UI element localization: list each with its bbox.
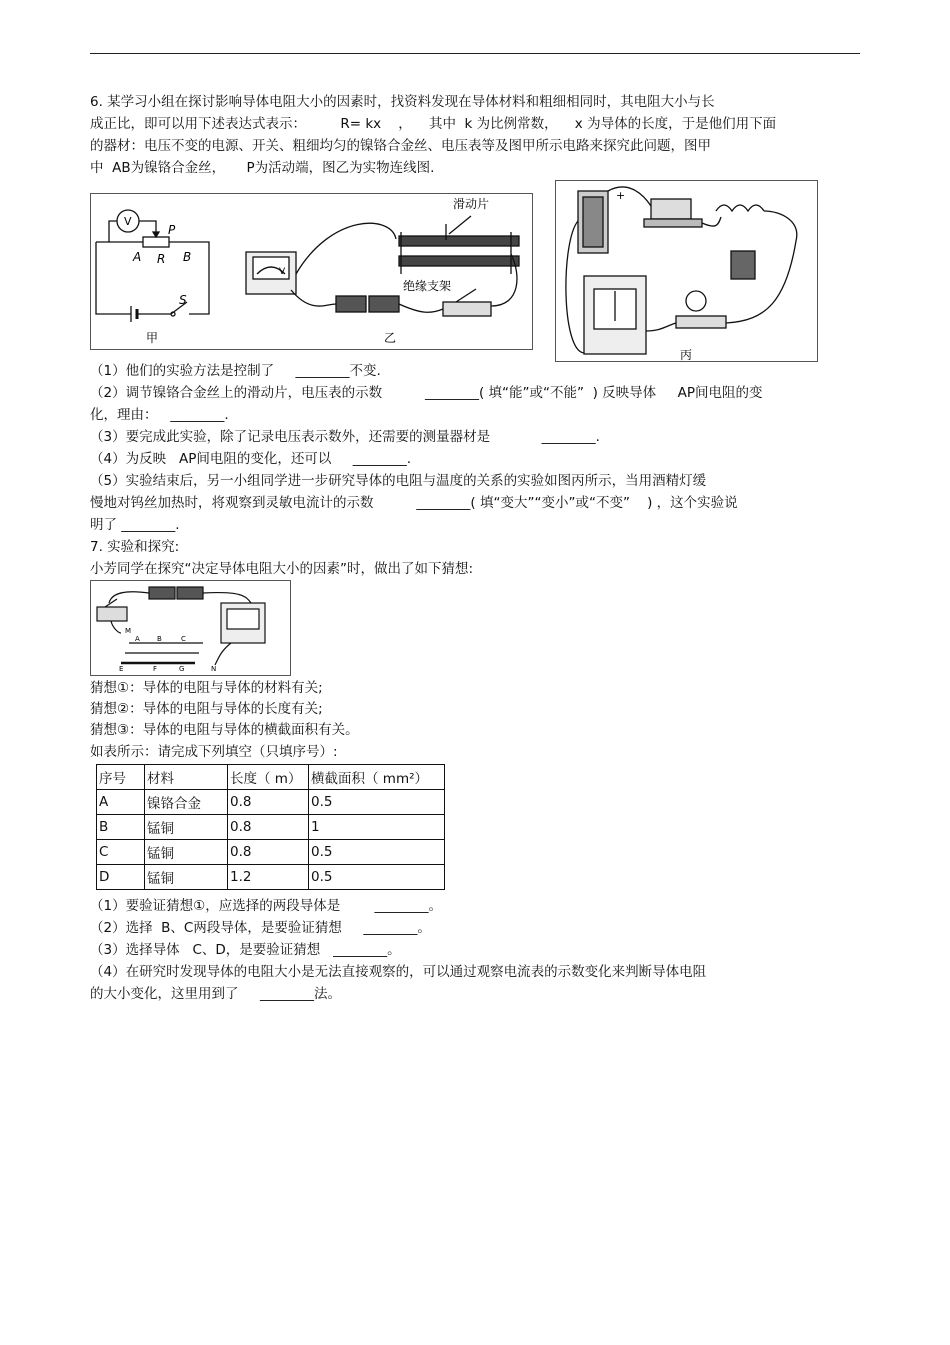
q7-guess-3: 猜想③：导体的电阻与导体的横截面积有关。 <box>90 722 359 738</box>
table-cell: 锰铜 <box>145 865 228 890</box>
table-header-row <box>97 765 445 790</box>
table-cell: 1 <box>309 815 445 840</box>
circuit-diagram-jia <box>96 210 209 322</box>
figure-bing <box>555 180 818 362</box>
q7-intro: 小芳同学在探究“决定导体电阻大小的因素”时，做出了如下猜想: <box>90 561 474 577</box>
label-yi: 乙 <box>384 331 397 345</box>
label-slider: 滑动片 <box>453 197 490 211</box>
q6-line-2: 成正比，即可以用下述表达式表示： R= kx ， 其中 k 为比例常数， x 为导体的长度，于是他们用下面 <box>90 116 777 132</box>
table-cell: 0.8 <box>228 790 309 815</box>
voltmeter-label: V <box>124 215 132 228</box>
apparatus-bing <box>566 187 797 354</box>
q7-guess-2: 猜想②：导体的电阻与导体的长度有关; <box>90 701 323 717</box>
q7-question-4-cont: 的大小变化，这里用到了 ________法。 <box>90 986 341 1002</box>
table-header: 长度（ m） <box>228 765 309 790</box>
table-row <box>97 815 445 840</box>
table-cell: 1.2 <box>228 865 309 890</box>
q6-line-4: 中 AB为镍铬合金丝， P为活动端，图乙为实物连线图. <box>90 160 435 176</box>
label-plus: + <box>616 189 626 202</box>
label-M: M <box>125 627 132 635</box>
label-N: N <box>211 665 217 673</box>
table-header: 序号 <box>97 765 145 790</box>
q6-line-3: 的器材：电压不变的电源、开关、粗细均匀的镍铬合金丝、电压表等及图甲所示电路来探究此问题，图甲 <box>90 138 711 154</box>
q6-question-5: （5）实验结束后，另一小组同学进一步研究导体的电阻与温度的关系的实验如图丙所示，当用酒精灯缓 <box>90 473 707 489</box>
table-cell: D <box>97 865 145 890</box>
table-cell: A <box>97 790 145 815</box>
figure-q7 <box>90 580 291 676</box>
table-cell: C <box>97 840 145 865</box>
q7-question-2: （2）选择 B、C两段导体，是要验证猜想 ________。 <box>90 920 431 936</box>
q7-table-intro: 如表所示：请完成下列填空（只填序号）: <box>90 744 338 760</box>
label-R: R <box>157 252 166 266</box>
header-rule <box>90 53 860 54</box>
figure-jia-yi <box>90 193 533 350</box>
table-cell: 锰铜 <box>145 815 228 840</box>
label-B: B <box>183 250 192 264</box>
table-cell: 0.8 <box>228 815 309 840</box>
q6-line-1: 6. 某学习小组在探讨影响导体电阻大小的因素时，找资料发现在导体材料和粗细相同时，其电阻大小与长 <box>90 94 715 110</box>
q6-question-5-cont: 慢地对钨丝加热时，将观察到灵敏电流计的示数 ________( 填“变大”“变小”或“不变” ) ，这个实验说 <box>90 495 738 511</box>
label-S: S <box>179 293 187 307</box>
label-A: A <box>133 250 142 264</box>
q7-question-1: （1）要验证猜想①，应选择的两段导体是 ________。 <box>90 898 443 914</box>
table-cell: 0.5 <box>309 790 445 815</box>
q6-question-1: （1）他们的实验方法是控制了 ________不变. <box>90 363 381 379</box>
q6-question-2: （2）调节镍铬合金丝上的滑动片，电压表的示数 ________( 填“能”或“不能” ) 反映导体 AP间电阻的变 <box>90 385 763 401</box>
q7-question-3: （3）选择导体 C、D，是要验证猜想 ________。 <box>90 942 401 958</box>
table-cell: B <box>97 815 145 840</box>
table-header: 横截面积（ mm²） <box>309 765 445 790</box>
label-support: 绝缘支架 <box>403 279 452 293</box>
yi-voltmeter-label: V <box>279 267 286 277</box>
label-bing: 丙 <box>680 348 693 361</box>
q6-question-2-cont: 化，理由： ________. <box>90 407 229 423</box>
table-row <box>97 790 445 815</box>
table-cell: 0.8 <box>228 840 309 865</box>
table-row <box>97 840 445 865</box>
q6-question-5-end: 明了 ________. <box>90 517 180 533</box>
table-cell: 镍铬合金 <box>145 790 228 815</box>
label-A7: A <box>135 635 140 643</box>
label-F7: F <box>153 665 158 673</box>
apparatus-yi <box>246 216 519 316</box>
conductor-table <box>96 764 445 890</box>
label-G7: G <box>179 665 185 673</box>
label-C7: C <box>181 635 186 643</box>
q7-title: 7. 实验和探究: <box>90 539 180 555</box>
label-E7: E <box>119 665 124 673</box>
q6-question-3: （3）要完成此实验，除了记录电压表示数外，还需要的测量器材是 ________. <box>90 429 600 445</box>
table-row <box>97 865 445 890</box>
table-cell: 0.5 <box>309 865 445 890</box>
label-B7: B <box>157 635 162 643</box>
table-cell: 0.5 <box>309 840 445 865</box>
q6-question-4: （4）为反映 AP间电阻的变化，还可以 ________. <box>90 451 412 467</box>
q7-guess-1: 猜想①：导体的电阻与导体的材料有关; <box>90 680 323 696</box>
table-header: 材料 <box>145 765 228 790</box>
label-P: P <box>168 223 176 237</box>
q7-question-4: （4）在研究时发现导体的电阻大小是无法直接观察的，可以通过观察电流表的示数变化来判断导体电阻 <box>90 964 707 980</box>
table-cell: 锰铜 <box>145 840 228 865</box>
label-jia: 甲 <box>146 331 159 345</box>
